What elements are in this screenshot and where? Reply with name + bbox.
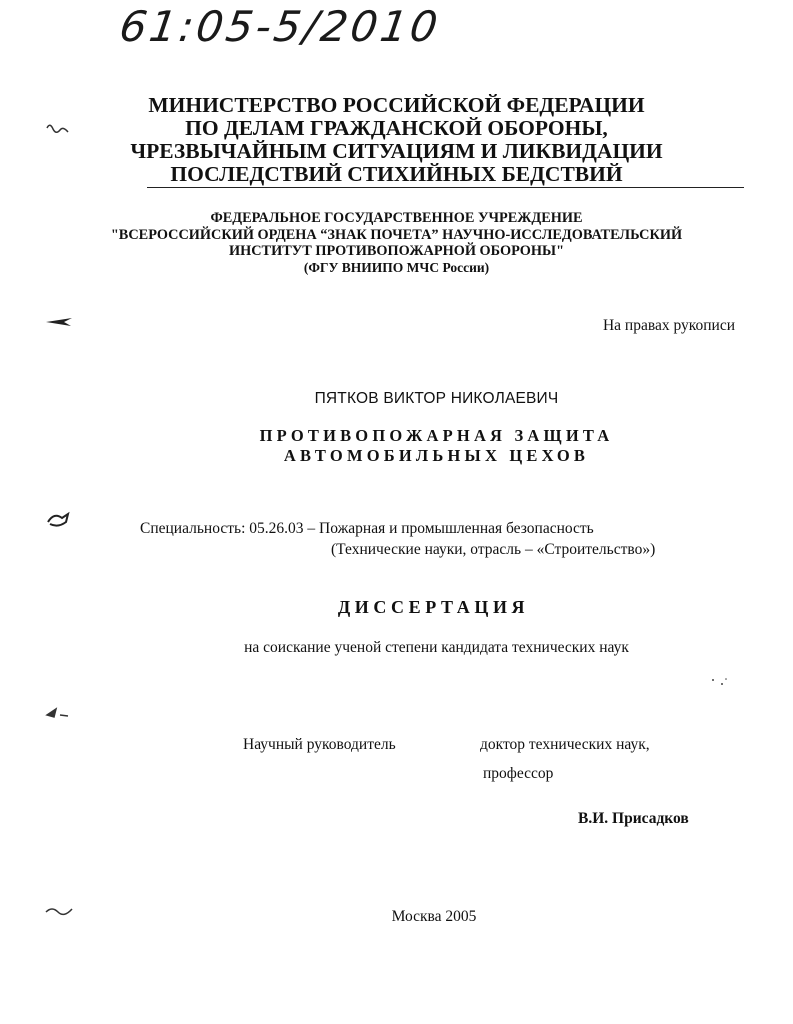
institution-line: ФЕДЕРАЛЬНОЕ ГОСУДАРСТВЕННОЕ УЧРЕЖДЕНИЕ <box>210 210 583 226</box>
ministry-line: ПО ДЕЛАМ ГРАЖДАНСКОЙ ОБОРОНЫ, <box>185 116 608 140</box>
scan-artifact-icon <box>44 312 76 332</box>
advisor-rank: профессор <box>483 765 554 782</box>
archive-number-handwritten: 61:05-5/2010 <box>116 2 444 51</box>
advisor-degree: доктор технических наук, <box>480 736 650 753</box>
institution-line: "ВСЕРОССИЙСКИЙ ОРДЕНА “ЗНАК ПОЧЕТА” НАУЧНО-ИССЛЕДОВАТЕЛЬСКИЙ <box>110 226 683 243</box>
ministry-line: ЧРЕЗВЫЧАЙНЫМ СИТУАЦИЯМ И ЛИКВИДАЦИИ <box>130 139 663 163</box>
thesis-title <box>0 426 793 466</box>
header-divider <box>147 187 744 188</box>
scan-artifact-icon <box>44 120 74 140</box>
thesis-title-line: ПРОТИВОПОЖАРНАЯ ЗАЩИТА <box>259 426 614 445</box>
advisor-name: В.И. Присадков <box>578 810 689 827</box>
ministry-line: ПОСЛЕДСТВИЙ СТИХИЙНЫХ БЕДСТВИЙ <box>170 162 623 186</box>
institution-header <box>0 210 793 276</box>
institution-abbreviation: (ФГУ ВНИИПО МЧС России) <box>303 259 490 275</box>
thesis-title-line: АВТОМОБИЛЬНЫХ ЦЕХОВ <box>283 446 590 465</box>
city-year: Москва 2005 <box>391 908 477 925</box>
author-name: ПЯТКОВ ВИКТОР НИКОЛАЕВИЧ <box>314 390 559 407</box>
ministry-line: МИНИСТЕРСТВО РОССИЙСКОЙ ФЕДЕРАЦИИ <box>148 93 645 117</box>
scan-artifact-icon <box>44 703 74 723</box>
scan-artifact-icon <box>44 508 76 532</box>
advisor-label: Научный руководитель <box>243 736 396 753</box>
degree-line: на соискание ученой степени кандидата технических наук <box>244 639 629 656</box>
specialty-line: Специальность: 05.26.03 – Пожарная и промышленная безопасность <box>140 520 594 537</box>
ministry-header <box>0 94 793 186</box>
document-type: ДИССЕРТАЦИЯ <box>337 597 530 617</box>
scan-artifact-icon <box>42 900 78 922</box>
manuscript-note: На правах рукописи <box>602 317 735 334</box>
institution-line: ИНСТИТУТ ПРОТИВОПОЖАРНОЙ ОБОРОНЫ" <box>228 243 565 260</box>
specialty-field: (Технические науки, отрасль – «Строительство») <box>331 541 656 558</box>
scan-artifact-icon <box>710 676 730 688</box>
